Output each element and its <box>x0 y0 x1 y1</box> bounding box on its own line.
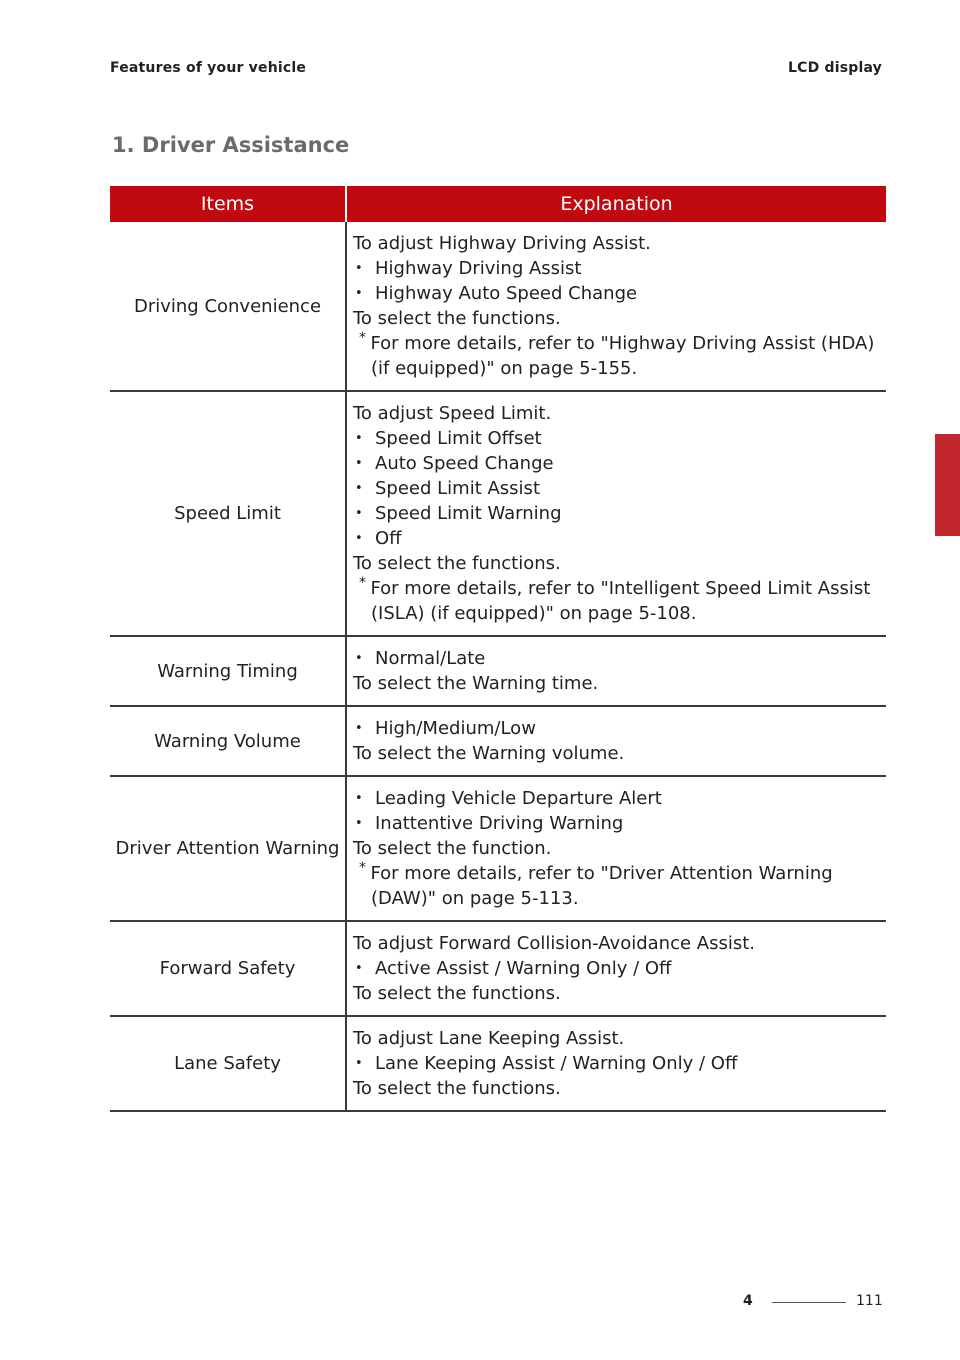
item-cell: Forward Safety <box>110 921 346 1016</box>
bullet-item: • Off <box>353 526 880 551</box>
running-header-right: LCD display <box>787 60 882 76</box>
table-row <box>110 706 886 776</box>
item-cell: Warning Timing <box>110 636 346 706</box>
reference-note: * For more details, refer to "Driver Attention Warning (DAW)" on page 5-113. <box>353 861 880 911</box>
bullet-item: • High/Medium/Low <box>353 716 880 741</box>
table-body <box>110 222 886 1111</box>
bullet-item: • Leading Vehicle Departure Alert <box>353 786 880 811</box>
explanation-cell <box>346 391 886 636</box>
item-cell: Driving Convenience <box>110 222 346 391</box>
explanation-cell <box>346 921 886 1016</box>
explanation-line: To select the Warning time. <box>353 673 599 694</box>
table-row <box>110 776 886 921</box>
footer-chapter-number: 4 <box>743 1293 753 1309</box>
header-explanation: Explanation <box>346 186 886 222</box>
bullet-item: • Lane Keeping Assist / Warning Only / Off <box>353 1051 880 1076</box>
explanation-line: To select the function. <box>353 838 552 859</box>
explanation-line: To select the functions. <box>353 1078 561 1099</box>
table-header-row <box>110 186 886 222</box>
bullet-item: • Highway Driving Assist <box>353 256 880 281</box>
item-cell: Driver Attention Warning <box>110 776 346 921</box>
item-cell: Speed Limit <box>110 391 346 636</box>
table-row <box>110 222 886 391</box>
bullet-item: • Highway Auto Speed Change <box>353 281 880 306</box>
reference-note: * For more details, refer to "Intelligent Speed Limit Assist (ISLA) (if equipped)" on page 5-108. <box>353 576 880 626</box>
explanation-cell <box>346 706 886 776</box>
explanation-line: To select the Warning volume. <box>353 743 625 764</box>
bullet-item: • Normal/Late <box>353 646 880 671</box>
reference-note: * For more details, refer to "Highway Driving Assist (HDA) (if equipped)" on page 5-155. <box>353 331 880 381</box>
explanation-line: To select the functions. <box>353 983 561 1004</box>
explanation-cell <box>346 776 886 921</box>
table-row <box>110 391 886 636</box>
footer-page-number: 111 <box>856 1293 883 1309</box>
explanation-cell <box>346 636 886 706</box>
explanation-line: To adjust Speed Limit. <box>353 403 552 424</box>
explanation-line: To adjust Lane Keeping Assist. <box>353 1028 625 1049</box>
explanation-cell <box>346 222 886 391</box>
running-header-left: Features of your vehicle <box>110 60 307 76</box>
table-row <box>110 921 886 1016</box>
item-cell: Lane Safety <box>110 1016 346 1111</box>
bullet-item: • Inattentive Driving Warning <box>353 811 880 836</box>
bullet-item: • Active Assist / Warning Only / Off <box>353 956 880 981</box>
table-row <box>110 636 886 706</box>
footer-rule <box>772 1302 846 1303</box>
bullet-item: • Speed Limit Assist <box>353 476 880 501</box>
bullet-item: • Speed Limit Offset <box>353 426 880 451</box>
bullet-item: • Auto Speed Change <box>353 451 880 476</box>
header-items: Items <box>110 186 346 222</box>
section-title: 1. Driver Assistance <box>112 133 350 157</box>
chapter-side-number: 4 <box>937 512 950 533</box>
item-cell: Warning Volume <box>110 706 346 776</box>
explanation-line: To adjust Forward Collision-Avoidance Assist. <box>353 933 755 954</box>
explanation-cell <box>346 1016 886 1111</box>
explanation-line: To select the functions. <box>353 553 561 574</box>
table-row <box>110 1016 886 1111</box>
explanation-line: To adjust Highway Driving Assist. <box>353 233 651 254</box>
driver-assistance-table <box>110 186 886 1112</box>
explanation-line: To select the functions. <box>353 308 561 329</box>
bullet-item: • Speed Limit Warning <box>353 501 880 526</box>
